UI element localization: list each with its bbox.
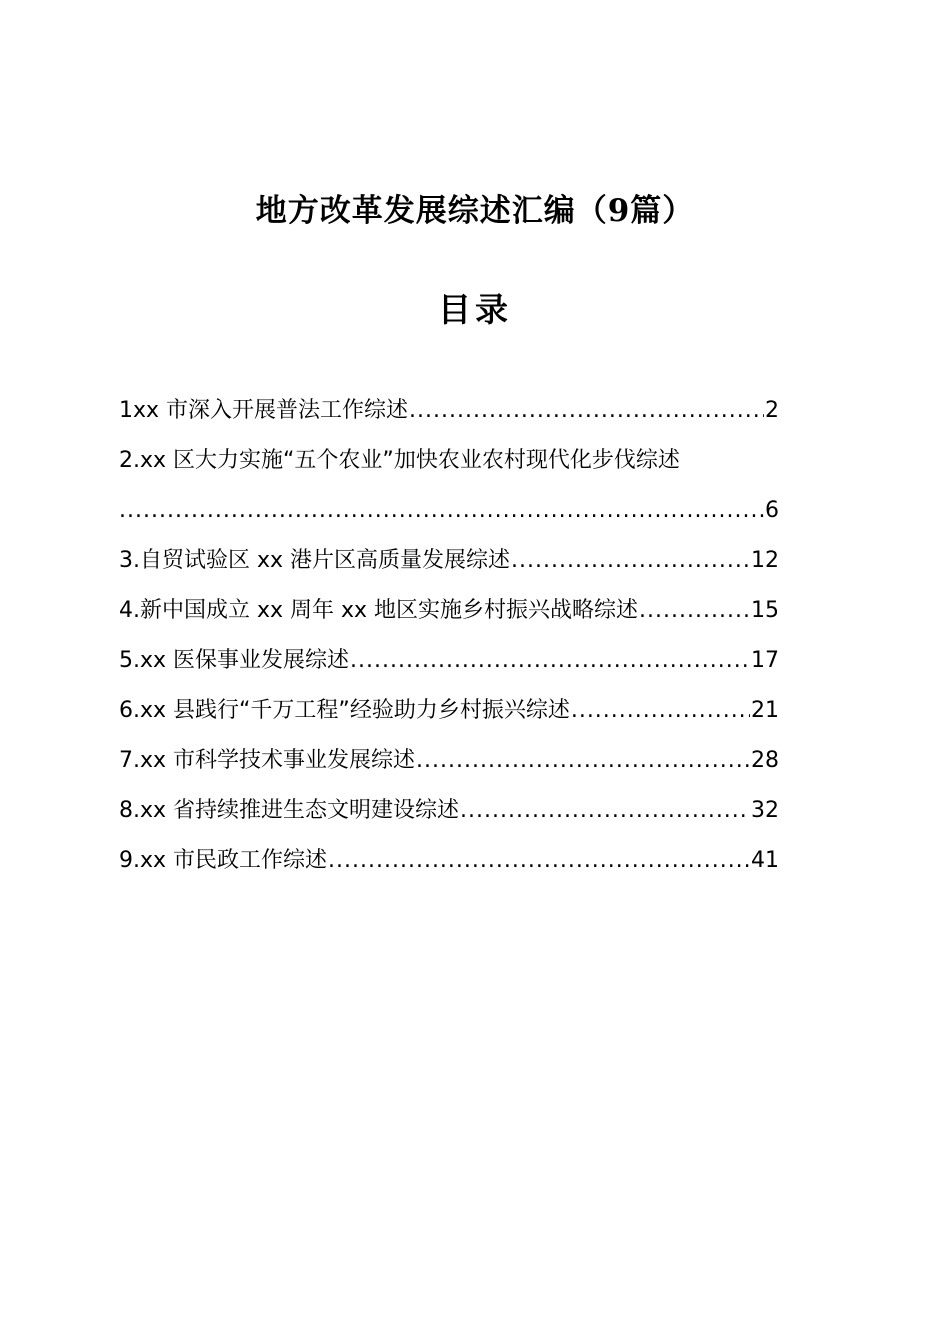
toc-entry-page: 15 [751, 598, 779, 623]
toc-entry-title: 4.新中国成立 xx 周年 xx 地区实施乡村振兴战略综述 [119, 598, 639, 623]
toc-entry-title: 3.自贸试验区 xx 港片区高质量发展综述 [119, 548, 511, 573]
toc-leader-dots [119, 486, 764, 536]
toc-leader-dots [409, 386, 764, 436]
toc-leader-dots [511, 536, 750, 586]
toc-entry-page: 28 [751, 748, 779, 773]
toc-entry-title: 8.xx 省持续推进生态文明建设综述 [119, 798, 460, 823]
toc-entry-page: 21 [751, 698, 779, 723]
toc-entry-4[interactable] [119, 586, 779, 636]
toc-entry-3[interactable] [119, 536, 779, 586]
table-of-contents [119, 386, 824, 886]
toc-entry-page: 12 [751, 548, 779, 573]
toc-entry-title: 9.xx 市民政工作综述 [119, 848, 328, 873]
toc-entry-page: 17 [751, 648, 779, 673]
toc-leader-dots [350, 636, 750, 686]
toc-entry-title: 5.xx 医保事业发展综述 [119, 648, 350, 673]
toc-entry-8[interactable] [119, 786, 779, 836]
toc-entry-5[interactable] [119, 636, 779, 686]
toc-entry-9[interactable] [119, 836, 779, 886]
toc-entry-7[interactable] [119, 736, 779, 786]
toc-leader-dots [571, 686, 750, 736]
toc-entry-6[interactable] [119, 686, 779, 736]
toc-entry-2[interactable] [119, 436, 824, 486]
toc-entry-title: 1xx 市深入开展普法工作综述 [119, 398, 409, 423]
toc-entry-2-continuation[interactable] [119, 486, 779, 536]
toc-heading: 目录 [438, 290, 512, 329]
document-title: 地方改革发展综述汇编（9篇） [255, 193, 695, 229]
toc-entry-page: 32 [751, 798, 779, 823]
toc-leader-dots [416, 736, 750, 786]
toc-entry-title: 7.xx 市科学技术事业发展综述 [119, 748, 416, 773]
toc-leader-dots [639, 586, 750, 636]
toc-leader-dots [460, 786, 750, 836]
toc-entry-page: 2 [765, 398, 779, 423]
toc-leader-dots [328, 836, 750, 886]
toc-entry-page: 41 [751, 848, 779, 873]
toc-entry-1[interactable] [119, 386, 779, 436]
toc-entry-page: 6 [765, 498, 779, 523]
toc-entry-title: 2.xx 区大力实施“五个农业”加快农业农村现代化步伐综述 [119, 448, 680, 473]
toc-entry-title: 6.xx 县践行“千万工程”经验助力乡村振兴综述 [119, 698, 570, 723]
